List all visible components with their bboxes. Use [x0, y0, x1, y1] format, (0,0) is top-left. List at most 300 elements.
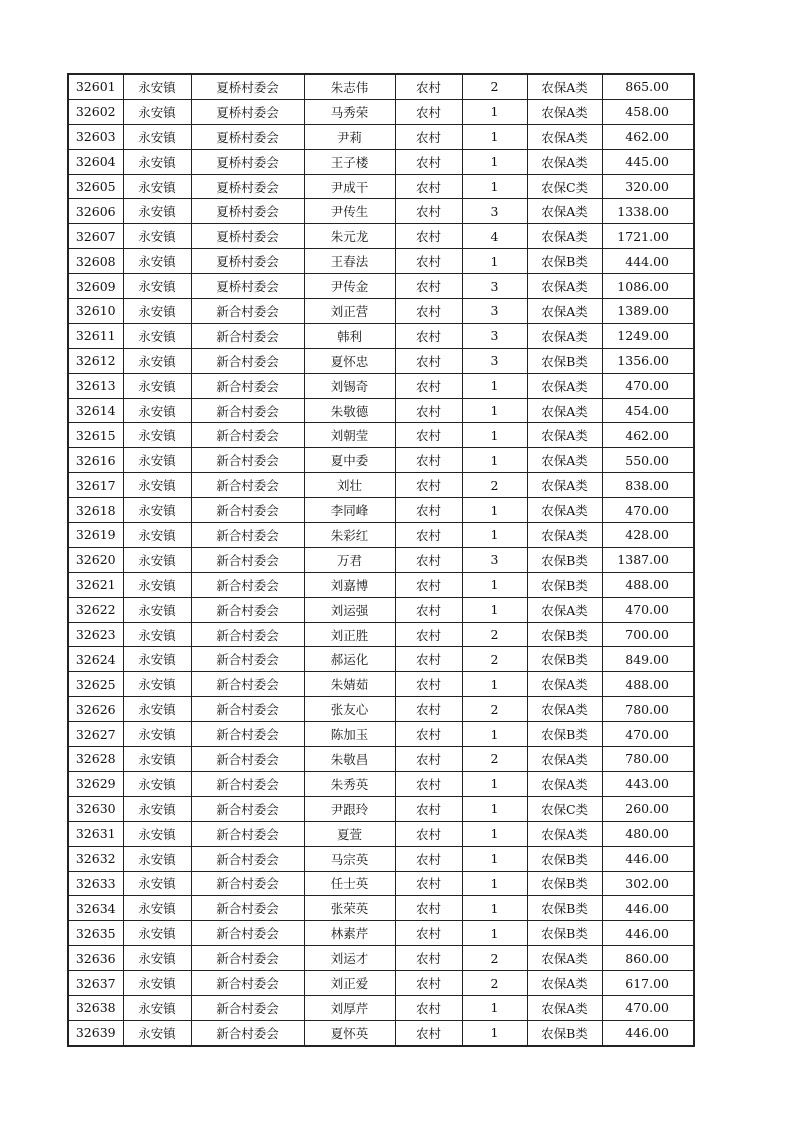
village-committee-cell: 夏桥村委会: [191, 149, 304, 174]
village-committee-cell: 新合村委会: [191, 398, 304, 423]
town-cell: 永安镇: [123, 846, 191, 871]
person-name-cell: 朱秀英: [304, 771, 395, 796]
table-row: [68, 547, 694, 572]
residence-type-cell: 农村: [395, 274, 462, 299]
household-count-cell: 1: [462, 448, 527, 473]
household-count-cell: 1: [462, 597, 527, 622]
table-row: [68, 274, 694, 299]
record-id-cell: 32623: [68, 622, 123, 647]
household-count-cell: 3: [462, 323, 527, 348]
town-cell: 永安镇: [123, 871, 191, 896]
record-id-cell: 32611: [68, 323, 123, 348]
household-count-cell: 1: [462, 523, 527, 548]
town-cell: 永安镇: [123, 199, 191, 224]
insurance-category-cell: 农保A类: [527, 771, 602, 796]
household-count-cell: 2: [462, 647, 527, 672]
amount-cell: 260.00: [602, 796, 694, 821]
record-id-cell: 32619: [68, 523, 123, 548]
record-id-cell: 32633: [68, 871, 123, 896]
amount-cell: 470.00: [602, 597, 694, 622]
residence-type-cell: 农村: [395, 124, 462, 149]
insurance-category-cell: 农保A类: [527, 423, 602, 448]
residence-type-cell: 农村: [395, 174, 462, 199]
town-cell: 永安镇: [123, 423, 191, 448]
residence-type-cell: 农村: [395, 846, 462, 871]
insurance-category-cell: 农保B类: [527, 1020, 602, 1045]
table-row: [68, 124, 694, 149]
village-committee-cell: 新合村委会: [191, 896, 304, 921]
amount-cell: 1086.00: [602, 274, 694, 299]
household-count-cell: 1: [462, 921, 527, 946]
person-name-cell: 朱志伟: [304, 74, 395, 99]
amount-cell: 780.00: [602, 747, 694, 772]
amount-cell: 550.00: [602, 448, 694, 473]
town-cell: 永安镇: [123, 672, 191, 697]
town-cell: 永安镇: [123, 995, 191, 1020]
amount-cell: 617.00: [602, 971, 694, 996]
town-cell: 永安镇: [123, 821, 191, 846]
table-body: [68, 74, 694, 1046]
amount-cell: 462.00: [602, 423, 694, 448]
amount-cell: 445.00: [602, 149, 694, 174]
person-name-cell: 夏怀忠: [304, 348, 395, 373]
insurance-category-cell: 农保B类: [527, 722, 602, 747]
insurance-category-cell: 农保A类: [527, 398, 602, 423]
table-row: [68, 174, 694, 199]
record-id-cell: 32631: [68, 821, 123, 846]
person-name-cell: 尹莉: [304, 124, 395, 149]
village-committee-cell: 新合村委会: [191, 796, 304, 821]
record-id-cell: 32606: [68, 199, 123, 224]
insurance-category-cell: 农保A类: [527, 473, 602, 498]
amount-cell: 446.00: [602, 921, 694, 946]
village-committee-cell: 新合村委会: [191, 597, 304, 622]
village-committee-cell: 新合村委会: [191, 697, 304, 722]
person-name-cell: 张友心: [304, 697, 395, 722]
residence-type-cell: 农村: [395, 423, 462, 448]
insurance-category-cell: 农保B类: [527, 572, 602, 597]
residence-type-cell: 农村: [395, 622, 462, 647]
insurance-category-cell: 农保A类: [527, 149, 602, 174]
amount-cell: 780.00: [602, 697, 694, 722]
table-row: [68, 323, 694, 348]
village-committee-cell: 新合村委会: [191, 722, 304, 747]
residence-type-cell: 农村: [395, 722, 462, 747]
village-committee-cell: 新合村委会: [191, 946, 304, 971]
person-name-cell: 夏中委: [304, 448, 395, 473]
insurance-category-cell: 农保A类: [527, 498, 602, 523]
insurance-category-cell: 农保A类: [527, 946, 602, 971]
household-count-cell: 1: [462, 124, 527, 149]
village-committee-cell: 新合村委会: [191, 995, 304, 1020]
village-committee-cell: 夏桥村委会: [191, 74, 304, 99]
table-row: [68, 771, 694, 796]
person-name-cell: 朱彩红: [304, 523, 395, 548]
household-count-cell: 2: [462, 622, 527, 647]
data-table: [67, 73, 695, 1047]
amount-cell: 865.00: [602, 74, 694, 99]
village-committee-cell: 夏桥村委会: [191, 174, 304, 199]
residence-type-cell: 农村: [395, 1020, 462, 1045]
table-row: [68, 697, 694, 722]
residence-type-cell: 农村: [395, 99, 462, 124]
residence-type-cell: 农村: [395, 373, 462, 398]
record-id-cell: 32624: [68, 647, 123, 672]
insurance-category-cell: 农保B类: [527, 896, 602, 921]
insurance-category-cell: 农保B类: [527, 846, 602, 871]
village-committee-cell: 新合村委会: [191, 821, 304, 846]
amount-cell: 446.00: [602, 846, 694, 871]
person-name-cell: 刘壮: [304, 473, 395, 498]
household-count-cell: 3: [462, 274, 527, 299]
record-id-cell: 32610: [68, 299, 123, 324]
record-id-cell: 32630: [68, 796, 123, 821]
village-committee-cell: 新合村委会: [191, 423, 304, 448]
town-cell: 永安镇: [123, 921, 191, 946]
town-cell: 永安镇: [123, 747, 191, 772]
person-name-cell: 朱敬德: [304, 398, 395, 423]
town-cell: 永安镇: [123, 971, 191, 996]
table-row: [68, 722, 694, 747]
amount-cell: 470.00: [602, 373, 694, 398]
amount-cell: 458.00: [602, 99, 694, 124]
household-count-cell: 2: [462, 697, 527, 722]
household-count-cell: 1: [462, 722, 527, 747]
residence-type-cell: 农村: [395, 448, 462, 473]
person-name-cell: 刘锡奇: [304, 373, 395, 398]
residence-type-cell: 农村: [395, 672, 462, 697]
insurance-category-cell: 农保A类: [527, 124, 602, 149]
table-row: [68, 971, 694, 996]
person-name-cell: 万君: [304, 547, 395, 572]
household-count-cell: 4: [462, 224, 527, 249]
table-row: [68, 523, 694, 548]
town-cell: 永安镇: [123, 523, 191, 548]
record-id-cell: 32601: [68, 74, 123, 99]
household-count-cell: 1: [462, 821, 527, 846]
town-cell: 永安镇: [123, 498, 191, 523]
town-cell: 永安镇: [123, 572, 191, 597]
village-committee-cell: 新合村委会: [191, 971, 304, 996]
record-id-cell: 32616: [68, 448, 123, 473]
insurance-category-cell: 农保A类: [527, 821, 602, 846]
table-row: [68, 597, 694, 622]
record-id-cell: 32634: [68, 896, 123, 921]
residence-type-cell: 农村: [395, 547, 462, 572]
person-name-cell: 刘嘉博: [304, 572, 395, 597]
person-name-cell: 尹传金: [304, 274, 395, 299]
amount-cell: 860.00: [602, 946, 694, 971]
household-count-cell: 3: [462, 199, 527, 224]
residence-type-cell: 农村: [395, 323, 462, 348]
amount-cell: 444.00: [602, 249, 694, 274]
table-row: [68, 995, 694, 1020]
record-id-cell: 32609: [68, 274, 123, 299]
village-committee-cell: 新合村委会: [191, 647, 304, 672]
town-cell: 永安镇: [123, 398, 191, 423]
residence-type-cell: 农村: [395, 821, 462, 846]
record-id-cell: 32625: [68, 672, 123, 697]
village-committee-cell: 新合村委会: [191, 498, 304, 523]
residence-type-cell: 农村: [395, 921, 462, 946]
table-row: [68, 1020, 694, 1045]
town-cell: 永安镇: [123, 224, 191, 249]
town-cell: 永安镇: [123, 448, 191, 473]
amount-cell: 488.00: [602, 672, 694, 697]
village-committee-cell: 夏桥村委会: [191, 199, 304, 224]
table-row: [68, 224, 694, 249]
town-cell: 永安镇: [123, 647, 191, 672]
record-id-cell: 32628: [68, 747, 123, 772]
record-id-cell: 32626: [68, 697, 123, 722]
person-name-cell: 刘厚芹: [304, 995, 395, 1020]
person-name-cell: 刘正爱: [304, 971, 395, 996]
town-cell: 永安镇: [123, 473, 191, 498]
amount-cell: 1338.00: [602, 199, 694, 224]
table-row: [68, 672, 694, 697]
household-count-cell: 3: [462, 547, 527, 572]
record-id-cell: 32622: [68, 597, 123, 622]
amount-cell: 320.00: [602, 174, 694, 199]
residence-type-cell: 农村: [395, 498, 462, 523]
table-row: [68, 946, 694, 971]
insurance-category-cell: 农保A类: [527, 299, 602, 324]
household-count-cell: 3: [462, 348, 527, 373]
village-committee-cell: 新合村委会: [191, 523, 304, 548]
person-name-cell: 尹传生: [304, 199, 395, 224]
table-row: [68, 249, 694, 274]
household-count-cell: 1: [462, 249, 527, 274]
household-count-cell: 1: [462, 995, 527, 1020]
amount-cell: 443.00: [602, 771, 694, 796]
table-row: [68, 747, 694, 772]
table-row: [68, 871, 694, 896]
record-id-cell: 32617: [68, 473, 123, 498]
village-committee-cell: 新合村委会: [191, 299, 304, 324]
amount-cell: 1387.00: [602, 547, 694, 572]
household-count-cell: 1: [462, 498, 527, 523]
amount-cell: 1389.00: [602, 299, 694, 324]
person-name-cell: 王子楼: [304, 149, 395, 174]
record-id-cell: 32629: [68, 771, 123, 796]
table-row: [68, 796, 694, 821]
table-row: [68, 373, 694, 398]
amount-cell: 470.00: [602, 995, 694, 1020]
person-name-cell: 陈加玉: [304, 722, 395, 747]
residence-type-cell: 农村: [395, 647, 462, 672]
record-id-cell: 32637: [68, 971, 123, 996]
insurance-category-cell: 农保B类: [527, 547, 602, 572]
amount-cell: 1721.00: [602, 224, 694, 249]
person-name-cell: 马秀荣: [304, 99, 395, 124]
person-name-cell: 尹成干: [304, 174, 395, 199]
insurance-category-cell: 农保A类: [527, 373, 602, 398]
household-count-cell: 1: [462, 99, 527, 124]
household-count-cell: 3: [462, 299, 527, 324]
household-count-cell: 2: [462, 971, 527, 996]
residence-type-cell: 农村: [395, 249, 462, 274]
person-name-cell: 朱敬昌: [304, 747, 395, 772]
person-name-cell: 刘正营: [304, 299, 395, 324]
insurance-category-cell: 农保A类: [527, 971, 602, 996]
insurance-category-cell: 农保A类: [527, 672, 602, 697]
record-id-cell: 32632: [68, 846, 123, 871]
village-committee-cell: 新合村委会: [191, 672, 304, 697]
insurance-category-cell: 农保B类: [527, 249, 602, 274]
person-name-cell: 郝运化: [304, 647, 395, 672]
person-name-cell: 王春法: [304, 249, 395, 274]
amount-cell: 849.00: [602, 647, 694, 672]
table-row: [68, 348, 694, 373]
household-count-cell: 2: [462, 473, 527, 498]
record-id-cell: 32612: [68, 348, 123, 373]
table-row: [68, 398, 694, 423]
table-row: [68, 473, 694, 498]
town-cell: 永安镇: [123, 697, 191, 722]
record-id-cell: 32638: [68, 995, 123, 1020]
table-row: [68, 498, 694, 523]
record-id-cell: 32605: [68, 174, 123, 199]
town-cell: 永安镇: [123, 547, 191, 572]
amount-cell: 470.00: [602, 498, 694, 523]
person-name-cell: 刘运强: [304, 597, 395, 622]
amount-cell: 302.00: [602, 871, 694, 896]
town-cell: 永安镇: [123, 74, 191, 99]
village-committee-cell: 新合村委会: [191, 1020, 304, 1045]
town-cell: 永安镇: [123, 299, 191, 324]
table-row: [68, 572, 694, 597]
residence-type-cell: 农村: [395, 398, 462, 423]
amount-cell: 470.00: [602, 722, 694, 747]
insurance-category-cell: 农保A类: [527, 199, 602, 224]
village-committee-cell: 新合村委会: [191, 871, 304, 896]
village-committee-cell: 夏桥村委会: [191, 249, 304, 274]
town-cell: 永安镇: [123, 771, 191, 796]
insurance-category-cell: 农保B类: [527, 921, 602, 946]
village-committee-cell: 新合村委会: [191, 348, 304, 373]
town-cell: 永安镇: [123, 274, 191, 299]
person-name-cell: 夏怀英: [304, 1020, 395, 1045]
household-count-cell: 1: [462, 846, 527, 871]
residence-type-cell: 农村: [395, 597, 462, 622]
village-committee-cell: 新合村委会: [191, 771, 304, 796]
residence-type-cell: 农村: [395, 747, 462, 772]
town-cell: 永安镇: [123, 796, 191, 821]
household-count-cell: 1: [462, 174, 527, 199]
record-id-cell: 32639: [68, 1020, 123, 1045]
table-row: [68, 622, 694, 647]
household-count-cell: 1: [462, 1020, 527, 1045]
person-name-cell: 尹跟玲: [304, 796, 395, 821]
record-id-cell: 32615: [68, 423, 123, 448]
village-committee-cell: 新合村委会: [191, 747, 304, 772]
town-cell: 永安镇: [123, 946, 191, 971]
village-committee-cell: 夏桥村委会: [191, 274, 304, 299]
household-count-cell: 2: [462, 747, 527, 772]
town-cell: 永安镇: [123, 149, 191, 174]
village-committee-cell: 新合村委会: [191, 448, 304, 473]
table-row: [68, 149, 694, 174]
residence-type-cell: 农村: [395, 299, 462, 324]
town-cell: 永安镇: [123, 124, 191, 149]
residence-type-cell: 农村: [395, 149, 462, 174]
amount-cell: 480.00: [602, 821, 694, 846]
village-committee-cell: 新合村委会: [191, 323, 304, 348]
insurance-category-cell: 农保A类: [527, 697, 602, 722]
person-name-cell: 李同峰: [304, 498, 395, 523]
insurance-category-cell: 农保A类: [527, 523, 602, 548]
insurance-category-cell: 农保C类: [527, 796, 602, 821]
household-count-cell: 1: [462, 572, 527, 597]
insurance-category-cell: 农保C类: [527, 174, 602, 199]
insurance-category-cell: 农保B类: [527, 348, 602, 373]
record-id-cell: 32613: [68, 373, 123, 398]
record-id-cell: 32608: [68, 249, 123, 274]
amount-cell: 454.00: [602, 398, 694, 423]
village-committee-cell: 新合村委会: [191, 373, 304, 398]
insurance-category-cell: 农保A类: [527, 323, 602, 348]
residence-type-cell: 农村: [395, 796, 462, 821]
person-name-cell: 马宗英: [304, 846, 395, 871]
amount-cell: 462.00: [602, 124, 694, 149]
residence-type-cell: 农村: [395, 572, 462, 597]
insurance-category-cell: 农保A类: [527, 224, 602, 249]
table-row: [68, 99, 694, 124]
village-committee-cell: 新合村委会: [191, 547, 304, 572]
person-name-cell: 张荣英: [304, 896, 395, 921]
record-id-cell: 32607: [68, 224, 123, 249]
household-count-cell: 1: [462, 373, 527, 398]
insurance-category-cell: 农保A类: [527, 995, 602, 1020]
person-name-cell: 刘朝莹: [304, 423, 395, 448]
town-cell: 永安镇: [123, 99, 191, 124]
household-count-cell: 1: [462, 672, 527, 697]
amount-cell: 838.00: [602, 473, 694, 498]
insurance-category-cell: 农保A类: [527, 74, 602, 99]
insurance-category-cell: 农保A类: [527, 448, 602, 473]
table-row: [68, 821, 694, 846]
record-id-cell: 32614: [68, 398, 123, 423]
residence-type-cell: 农村: [395, 348, 462, 373]
record-id-cell: 32602: [68, 99, 123, 124]
amount-cell: 1356.00: [602, 348, 694, 373]
insurance-category-cell: 农保B类: [527, 647, 602, 672]
village-committee-cell: 夏桥村委会: [191, 99, 304, 124]
insurance-category-cell: 农保B类: [527, 622, 602, 647]
insurance-category-cell: 农保A类: [527, 597, 602, 622]
town-cell: 永安镇: [123, 722, 191, 747]
town-cell: 永安镇: [123, 348, 191, 373]
village-committee-cell: 新合村委会: [191, 622, 304, 647]
town-cell: 永安镇: [123, 174, 191, 199]
household-count-cell: 1: [462, 149, 527, 174]
person-name-cell: 刘运才: [304, 946, 395, 971]
record-id-cell: 32636: [68, 946, 123, 971]
town-cell: 永安镇: [123, 896, 191, 921]
insurance-category-cell: 农保A类: [527, 747, 602, 772]
record-id-cell: 32603: [68, 124, 123, 149]
village-committee-cell: 夏桥村委会: [191, 224, 304, 249]
household-count-cell: 1: [462, 796, 527, 821]
table-row: [68, 896, 694, 921]
person-name-cell: 朱婧茹: [304, 672, 395, 697]
residence-type-cell: 农村: [395, 946, 462, 971]
residence-type-cell: 农村: [395, 771, 462, 796]
village-committee-cell: 新合村委会: [191, 473, 304, 498]
residence-type-cell: 农村: [395, 224, 462, 249]
village-committee-cell: 新合村委会: [191, 846, 304, 871]
person-name-cell: 朱元龙: [304, 224, 395, 249]
